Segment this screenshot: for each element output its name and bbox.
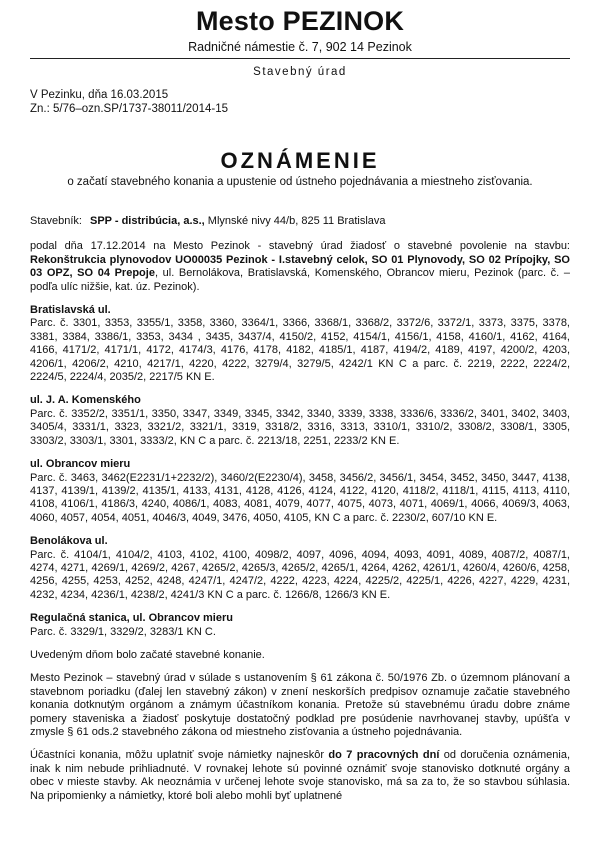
section-parcels: Parc. č. 3329/1, 3329/2, 3283/1 KN C. xyxy=(30,625,216,638)
section-parcels: Parc. č. 3463, 3462(E2231/1+2232/2), 3460/2(E2230/4), 3458, 3456/2, 3456/1, 3454, 3452, 3450, 3447, 4138, 4137, 4139/1, 4139/2, 4135/1, 4133, 4131, 4128, 4126, 4124, 4122, 4120, 4118/2, 4118/1, 4115, 4113, 4110, 4108, 4106/1, 4186/3, 4240, 4086/1, 4083, 4081, 4079, 4077, 4075, 4073, 4071, 4069/1, 4066, 4069/3, 4063, 4060, 4057, 4054, 4051, 4046/3, 4049, 3476, 4050, 4105, KN C a parc. č. 2230/2, 607/10 KN E. xyxy=(30,471,570,524)
applicant-name: SPP - distribúcia, a.s., xyxy=(90,215,205,227)
section-heading: Regulačná stanica, ul. Obrancov mieru xyxy=(30,612,233,625)
municipality-address: Radničné námestie č. 7, 902 14 Pezinok xyxy=(188,40,412,54)
parcel-section-benolakova xyxy=(30,535,570,602)
section-parcels: Parc. č. 3301, 3353, 3355/1, 3358, 3360, 3364/1, 3366, 3368/1, 3368/2, 3372/6, 3372/1, 3373, 3375, 3378, 3381, 3384, 3386/1, 3353, 3434 , 3435, 3437/4, 4150/2, 4152, 4154/1, 4156/1, 4158, 4160/1, 4162, 4164, 4166, 4171/2, 4171/1, 4172, 4174/3, 4176, 4178, 4182, 4185/1, 4187, 4194/2, 4189, 4197, 4200/2, 4203, 4206/1, 4206/2, 4210, 4217/1, 4220, 4222, 3279/4, 3279/5, 4242/1 KN C a parc. č. 2219, 2222, 2224/2, 2224/5, 2224/4, 2035/2, 2217/5 KN E. xyxy=(30,317,570,384)
parcel-section-bratislavska xyxy=(30,304,570,384)
section-parcels: Parc. č. 4104/1, 4104/2, 4103, 4102, 4100, 4098/2, 4097, 4096, 4094, 4093, 4091, 4089, 4087/2, 4087/1, 4274, 4271, 4269/1, 4269/2, 4267, 4265/2, 4265/3, 4265/2, 4265/1, 4264, 4262, 4261/1, 4260/4, 4260/6, 4258, 4256, 4255, 4253, 4252, 4248, 4247/1, 4247/2, 4222, 4223, 4224, 4225/2, 4225/1, 4226, 4227, 4229, 4231, 4232, 4234, 4236/1, 4238/2, 4241/3 KN C a parc. č. 1266/8, 1266/3 KN E. xyxy=(30,548,570,601)
applicant-label: Stavebník: xyxy=(30,215,82,227)
applicant-address: Mlynské nivy 44/b, 825 11 Bratislava xyxy=(204,215,386,227)
parcel-section-obrancov-mieru xyxy=(30,458,570,525)
deadline-text-2: od doručenia oznámenia, inak k nim nebude prihliadnuté. V rovnakej lehote sú povinné oznámiť svoje stanovisko dotknuté orgány a obec v mieste stavby. Ak neoznámia v určenej lehote svoje stanovisko, má sa za to, že so stavbou súhlasia. Na pripomienky a námietky, ktoré boli alebo mohli byť uplatnené xyxy=(30,749,571,802)
request-text-1: podal dňa 17.12.2014 na Mesto Pezinok - stavebný úrad žiadosť o stavebné povolenie na stavbu: xyxy=(30,240,570,253)
parcel-section-regulacna-stanica xyxy=(30,612,570,639)
deadline-term: do 7 pracovných dní xyxy=(328,749,440,762)
notice-subtitle: o začatí stavebného konania a upustenie od ústneho pojednávania a miestneho zisťovania. xyxy=(67,176,533,188)
section-heading: Bratislavská ul. xyxy=(30,304,111,317)
proceedings-started: Uvedeným dňom bolo začaté stavebné konanie. xyxy=(30,648,265,661)
project-name: Rekonštrukcia plynovodov UO00035 Pezinok - I.stavebný celok, SO 01 Plynovody, SO 02 Prípojky, SO 03 OPZ, SO 04 Prepoje xyxy=(30,253,570,280)
parcel-section-komenskeho xyxy=(30,394,570,448)
deadline-text-1: Účastníci konania, môžu uplatniť svoje námietky najneskôr xyxy=(30,749,329,762)
legal-paragraph: Mesto Pezinok – stavebný úrad v súlade s ustanovením § 61 zákona č. 50/1976 Zb. o územnom plánovaní a stavebnom poriadku (ďalej len stavebný zákon) v znení neskorších predpisov oznamuje začatie stavebného konania dotknutým orgánom a známym účastníkom konania. Pretože sú stavebnému úradu dobre známe pomery staveniska a žiadosť poskytuje dostatočný podklad pre posúdenie navrhovanej stavby, upúšťa v zmysle § 61 ods.2 stavebného zákona od miestneho zisťovania a ústneho pojednávania. xyxy=(30,672,570,738)
reference-number: Zn.: 5/76–ozn.SP/1737-38011/2014-15 xyxy=(30,103,228,115)
office-name: Stavebný úrad xyxy=(253,66,347,78)
notice-body xyxy=(30,215,570,803)
notice-title: OZNÁMENIE xyxy=(220,148,380,173)
section-heading: ul. Obrancov mieru xyxy=(30,458,131,471)
place-date: V Pezinku, dňa 16.03.2015 xyxy=(30,89,169,101)
header-divider xyxy=(30,58,570,59)
municipality-title: Mesto PEZINOK xyxy=(195,6,405,36)
deadline-paragraph xyxy=(30,749,570,803)
section-heading: ul. J. A. Komenského xyxy=(30,394,141,407)
section-heading: Benolákova ul. xyxy=(30,535,108,548)
section-parcels: Parc. č. 3352/2, 3351/1, 3350, 3347, 3349, 3345, 3342, 3340, 3339, 3338, 3336/6, 3336/2, 3401, 3402, 3403, 3405/4, 3331/1, 3323, 3321/2, 3321/1, 3319, 3318/2, 3316, 3313, 3310/1, 3310/2, 3308/2, 3308/1, 3305, 3303/2, 3303/1, 3301, 3333/2, KN C a parc. č. 2213/18, 2251, 2233/2 KN E. xyxy=(30,407,570,447)
request-text-2: , ul. Bernolákova, Bratislavská, Komenského, Obrancov mieru, Pezinok (parc. č. – podľa ulíc nižšie, kat. úz. Pezinok). xyxy=(30,267,570,293)
request-paragraph xyxy=(30,240,570,294)
applicant-line xyxy=(30,215,570,228)
